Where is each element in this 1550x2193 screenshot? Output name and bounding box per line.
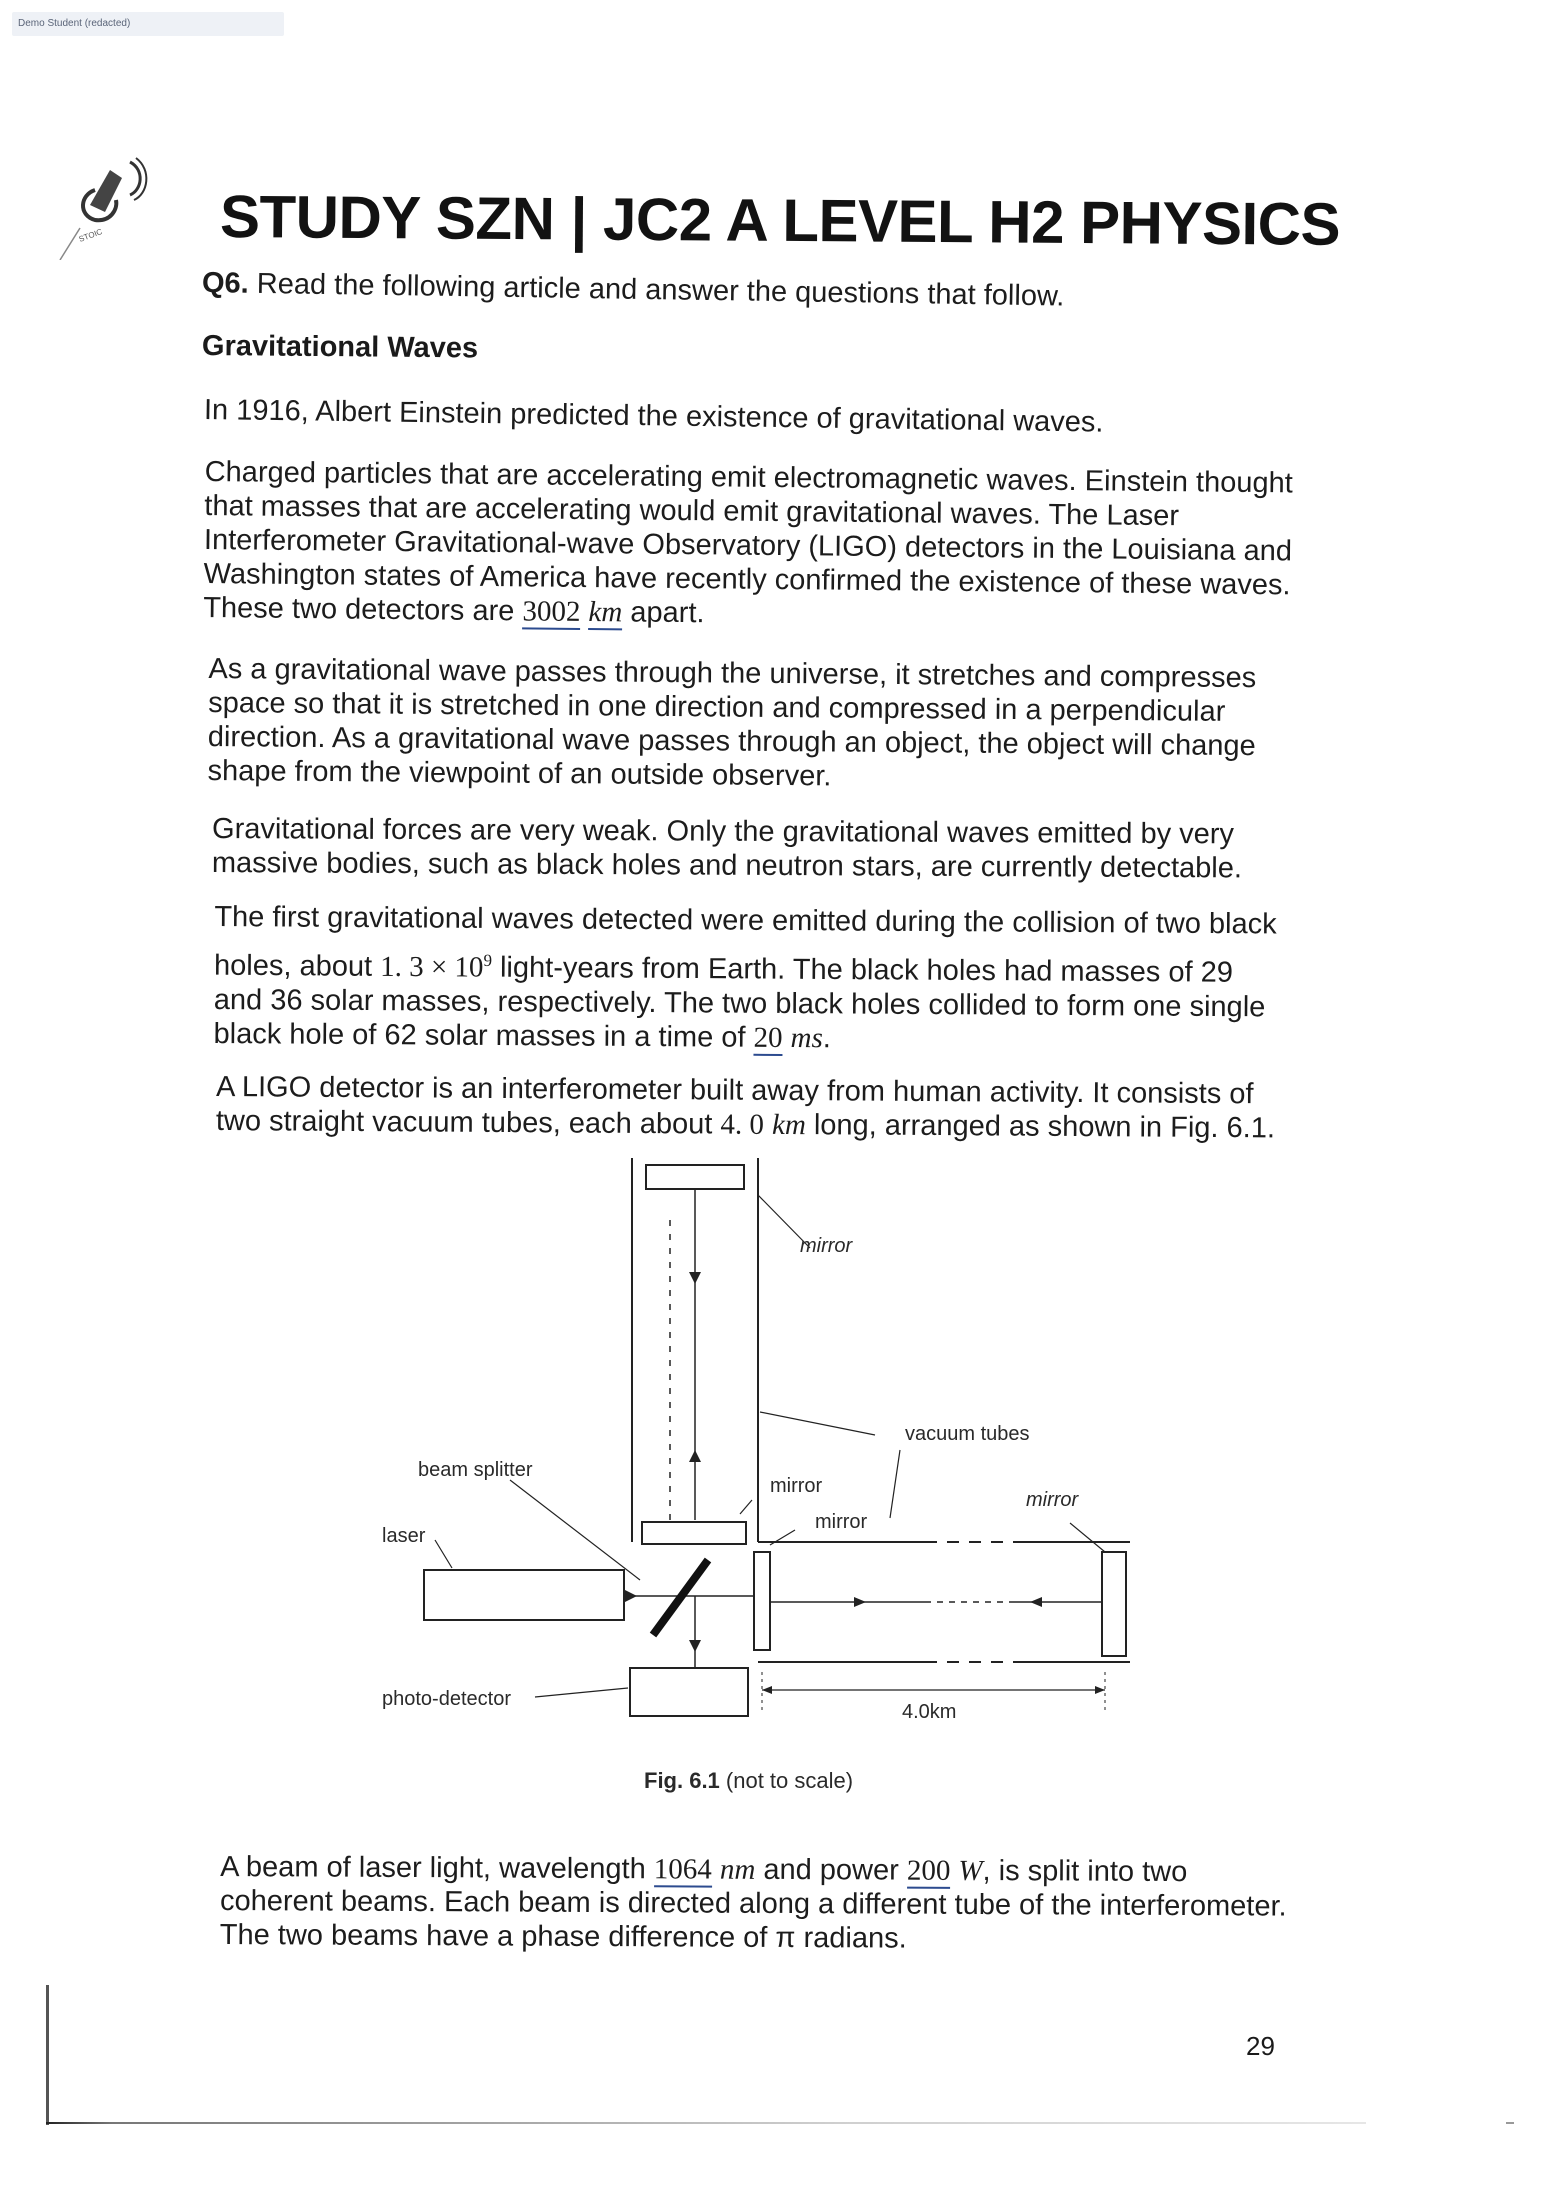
text-run: and power xyxy=(755,1853,907,1887)
paragraph-4 xyxy=(212,812,1322,886)
text-run: light-years from Earth. The black holes had masses of 29 xyxy=(491,951,1234,989)
paragraph-line: As a gravitational wave passes through the universe, it stretches and compresses xyxy=(208,653,1257,695)
paragraph-line: and 36 solar masses, respectively. The two black holes collided to form one single xyxy=(213,983,1266,1023)
question-label: Q6. xyxy=(201,267,249,300)
paragraph-line: The two beams have a phase difference of π radians. xyxy=(219,1918,907,1955)
paragraph-line: space so that it is stretched in one direction and compressed in a perpendicular xyxy=(208,687,1226,728)
article-heading: Gravitational Waves xyxy=(201,330,479,365)
distance-value: 1. 3 × 10 xyxy=(380,950,484,984)
photo-detector-leader xyxy=(535,1688,628,1697)
detector-arrowhead xyxy=(689,1640,701,1652)
paragraph-line: that masses that are accelerating would emit gravitational waves. The Laser xyxy=(204,490,1180,533)
laser-arrowhead xyxy=(625,1590,637,1602)
page-number: 29 xyxy=(1246,2031,1275,2061)
text-run: long, arranged as shown in Fig. 6.1. xyxy=(805,1109,1276,1145)
distance-arrowhead-right xyxy=(1095,1686,1105,1694)
paragraph-line xyxy=(214,942,1324,990)
paragraph-line: The first gravitational waves detected were emitted during the collision of two black xyxy=(214,901,1277,941)
beam-splitter-leader xyxy=(510,1480,640,1580)
text-run: black hole of 62 solar masses in a time of xyxy=(213,1017,754,1054)
paragraph-line: direction. As a gravitational wave passes through an object, the object will change xyxy=(207,720,1256,763)
paragraph-line: shape from the viewpoint of an outside observer. xyxy=(207,754,832,793)
paragraph-5 xyxy=(213,900,1324,1058)
left-arrowhead xyxy=(1030,1597,1042,1607)
paragraph-7 xyxy=(220,1850,1331,1958)
detector-distance-value: 3002 xyxy=(522,595,581,628)
unit: nm xyxy=(719,1853,756,1886)
unit: km xyxy=(771,1108,806,1142)
figure-caption xyxy=(644,1768,853,1794)
paragraph-line: coherent beams. Each beam is directed along a different tube of the interferometer. xyxy=(219,1885,1287,1923)
paragraph-2 xyxy=(203,455,1315,637)
photo-detector-label: photo-detector xyxy=(382,1688,511,1710)
student-name-tag: Demo Student (redacted) xyxy=(12,12,284,36)
mirror-top-label: mirror xyxy=(800,1235,853,1257)
time-value: 20 xyxy=(753,1021,783,1054)
down-arrowhead xyxy=(689,1272,701,1284)
figure-caption-label: Fig. 6.1 xyxy=(644,1768,720,1793)
vacuum-tubes-label: vacuum tubes xyxy=(905,1423,1030,1445)
mirror-right-leader xyxy=(1070,1523,1105,1552)
mirror-mid-label: mirror xyxy=(770,1475,823,1497)
distance-arrowhead-left xyxy=(762,1686,772,1694)
photo-detector-box xyxy=(630,1668,748,1716)
top-mirror xyxy=(646,1165,744,1189)
paragraph-line: Charged particles that are accelerating emit electromagnetic waves. Einstein thought xyxy=(204,456,1293,500)
paragraph-6 xyxy=(216,1070,1326,1146)
scan-bottom-line xyxy=(46,2122,1366,2124)
unit: ms xyxy=(790,1021,823,1054)
exponent: 9 xyxy=(483,950,493,970)
right-arrowhead xyxy=(854,1597,866,1607)
vacuum-tubes-leader-1 xyxy=(760,1412,875,1435)
paragraph-line: Interferometer Gravitational-wave Observatory (LIGO) detectors in the Louisiana and xyxy=(203,524,1293,568)
vacuum-tubes-leader-2 xyxy=(890,1450,900,1518)
scan-margin-line xyxy=(46,1985,49,2125)
paragraph-line: Washington states of America have recently confirmed the existence of these waves. xyxy=(203,557,1291,602)
laser-label: laser xyxy=(382,1525,426,1547)
text-run: These two detectors are xyxy=(203,591,523,628)
paragraph-line xyxy=(216,1104,1326,1146)
scan-bottom-dash xyxy=(1506,2122,1514,2124)
mirror-mid-leader xyxy=(740,1500,752,1514)
text-run: A beam of laser light, wavelength xyxy=(220,1851,654,1886)
paragraph-line: A LIGO detector is an interferometer built away from human activity. It consists of xyxy=(216,1071,1254,1111)
vertical-tube-mirror xyxy=(642,1522,746,1544)
logo-text: STOIC xyxy=(77,227,104,244)
laser-leader xyxy=(435,1540,452,1568)
up-arrowhead xyxy=(689,1450,701,1462)
study-szn-logo-icon xyxy=(50,150,150,260)
page-title: STUDY SZN | JC2 A LEVEL H2 PHYSICS xyxy=(219,183,1341,258)
text-run: holes, about xyxy=(213,949,381,983)
beam-splitter-label: beam splitter xyxy=(418,1459,533,1481)
paragraph-1: In 1916, Albert Einstein predicted the existence of gravitational waves. xyxy=(203,394,1104,439)
text-run: apart. xyxy=(622,596,705,630)
question-text: Read the following article and answer the questions that follow. xyxy=(256,267,1065,313)
question-prompt xyxy=(202,266,1302,317)
tube-length-value: 4. 0 xyxy=(720,1108,765,1141)
unit: km xyxy=(588,596,623,629)
paragraph-line: Gravitational forces are very weak. Only the gravitational waves emitted by very xyxy=(212,813,1235,851)
text-run: two straight vacuum tubes, each about xyxy=(215,1105,721,1141)
paragraph-3 xyxy=(207,652,1318,798)
laser-box xyxy=(424,1570,624,1620)
paragraph-line xyxy=(220,1850,1330,1890)
ligo-diagram xyxy=(370,1150,1150,1730)
wavelength-value: 1064 xyxy=(653,1853,712,1886)
far-right-mirror xyxy=(1102,1552,1126,1656)
paragraph-line: massive bodies, such as black holes and neutron stars, are currently detectable. xyxy=(211,847,1243,885)
mirror-right-label: mirror xyxy=(1026,1489,1079,1511)
beam-splitter xyxy=(653,1560,708,1635)
unit: W xyxy=(958,1854,983,1887)
figure-caption-text: (not to scale) xyxy=(719,1768,854,1793)
distance-label: 4.0km xyxy=(902,1701,957,1723)
text-run: , is split into two xyxy=(982,1854,1188,1889)
mirror-near-label: mirror xyxy=(815,1511,868,1533)
text-run: . xyxy=(822,1021,832,1054)
near-horizontal-mirror xyxy=(754,1552,770,1650)
power-value: 200 xyxy=(906,1854,951,1887)
